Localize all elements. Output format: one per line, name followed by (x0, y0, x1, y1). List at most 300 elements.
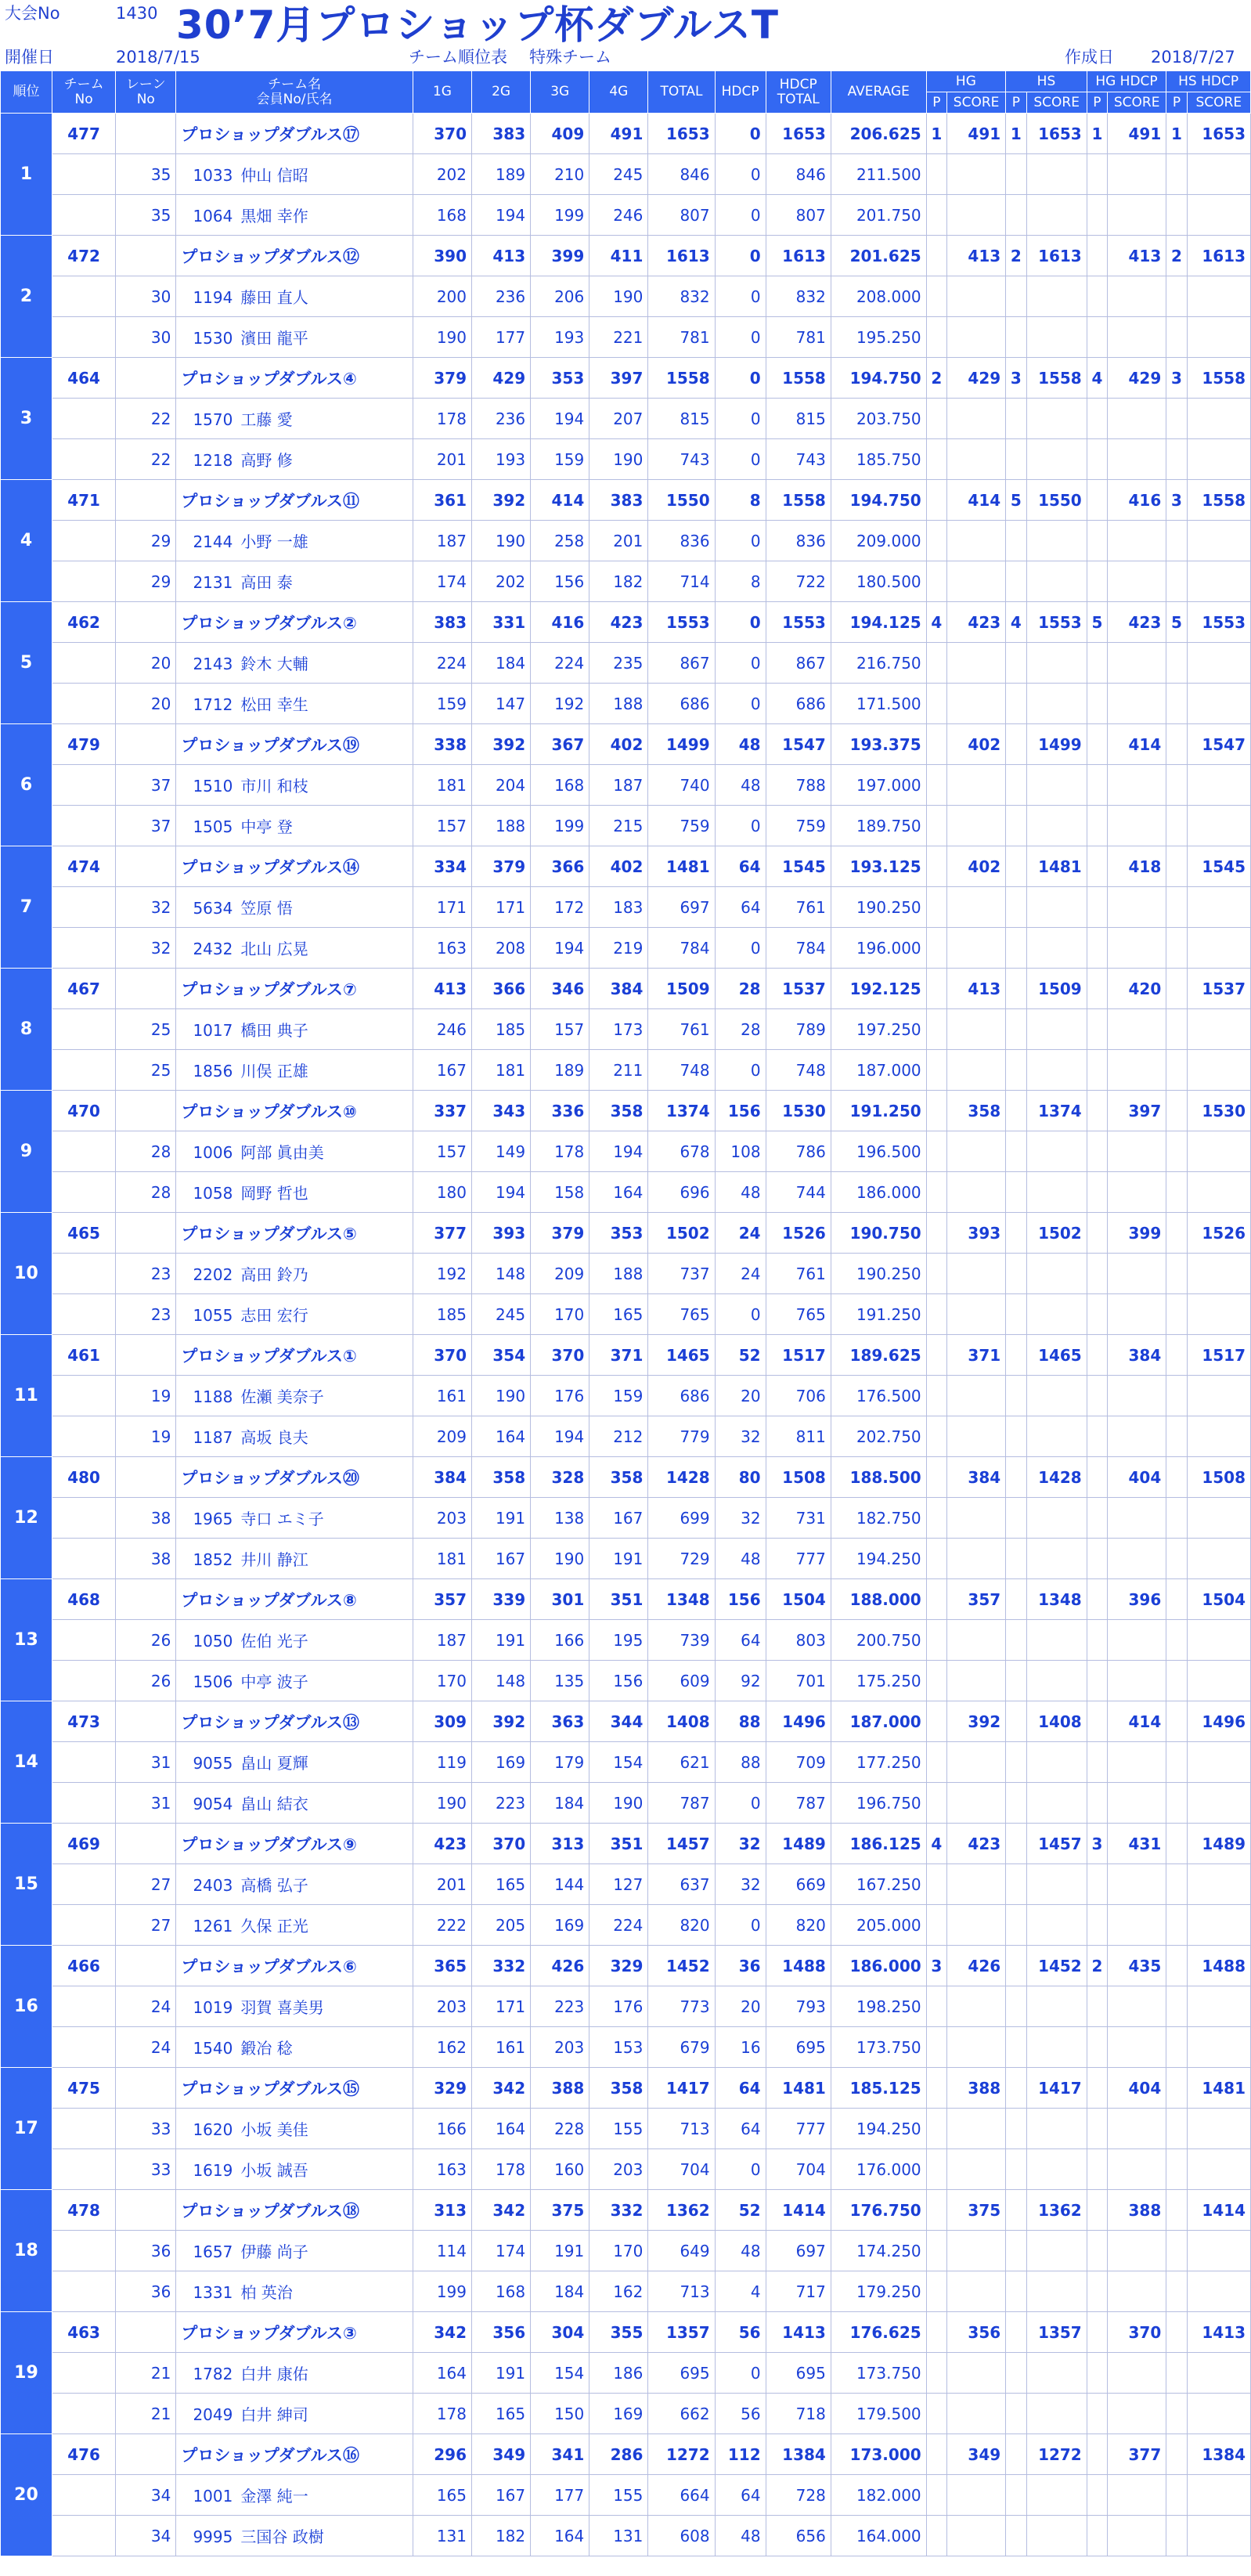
total-cell: 1272 (648, 2434, 715, 2475)
hs-p-cell: 1 (1006, 114, 1026, 154)
member-name: 小坂 美佳 (240, 2120, 308, 2139)
team-name-cell: プロショップダブルス⑯ (176, 2434, 413, 2475)
average-cell: 193.375 (831, 724, 926, 765)
empty-cell (1006, 1172, 1026, 1213)
rank-cell: 7 (1, 846, 52, 969)
total-cell: 815 (648, 399, 715, 439)
team-name-cell: プロショップダブルス① (176, 1335, 413, 1376)
total-cell: 1481 (648, 846, 715, 887)
empty-cell (1026, 2516, 1087, 2556)
g1-cell: 131 (413, 2516, 471, 2556)
col-team-name: チーム名 会員No/氏名 (176, 71, 413, 114)
hg-score-cell: 371 (947, 1335, 1006, 1376)
team-no-cell (52, 1009, 115, 1050)
g3-cell: 194 (531, 399, 589, 439)
team-no-cell: 462 (52, 602, 115, 643)
member-name: 中亭 登 (240, 817, 293, 836)
g4-cell: 195 (589, 1620, 648, 1661)
g4-cell: 153 (589, 2027, 648, 2068)
lane-cell (116, 1091, 176, 1131)
empty-cell (926, 1661, 946, 1701)
hsh-score-cell: 1508 (1187, 1457, 1250, 1498)
team-no-cell (52, 1172, 115, 1213)
g4-cell: 188 (589, 684, 648, 724)
g2-cell: 236 (472, 276, 531, 317)
g1-cell: 413 (413, 969, 471, 1009)
hsh-score-cell: 1517 (1187, 1335, 1250, 1376)
total-cell: 699 (648, 1498, 715, 1539)
member-no: 1019 (193, 1998, 233, 2017)
team-name-cell: プロショップダブルス④ (176, 358, 413, 399)
empty-cell (926, 684, 946, 724)
empty-cell (1187, 1416, 1250, 1457)
average-cell: 194.250 (831, 2109, 926, 2149)
hdcp-cell: 32 (715, 1416, 766, 1457)
member-row (1, 1986, 1251, 2027)
g3-cell: 375 (531, 2190, 589, 2231)
team-name-cell: プロショップダブルス⑮ (176, 2068, 413, 2109)
empty-cell (947, 1661, 1006, 1701)
hdcp-cell: 0 (715, 1783, 766, 1824)
member-cell (176, 561, 413, 602)
total-cell: 697 (648, 887, 715, 928)
empty-cell (1087, 1783, 1107, 1824)
g3-cell: 193 (531, 317, 589, 358)
col-hdcp: HDCP (715, 71, 766, 114)
hdcp-total-cell: 731 (766, 1498, 831, 1539)
member-name: 井川 静江 (240, 1550, 308, 1569)
empty-cell (1108, 1742, 1166, 1783)
date-label: 開催日 (5, 48, 54, 67)
empty-cell (1166, 1864, 1187, 1905)
g3-cell: 379 (531, 1213, 589, 1254)
team-name-cell: プロショップダブルス⑭ (176, 846, 413, 887)
member-row (1, 887, 1251, 928)
g3-cell: 191 (531, 2231, 589, 2271)
hs-p-cell (1006, 1824, 1026, 1864)
empty-cell (1187, 1172, 1250, 1213)
hs-score-cell: 1553 (1026, 602, 1087, 643)
empty-cell (1006, 1050, 1026, 1091)
g3-cell: 203 (531, 2027, 589, 2068)
g2-cell: 205 (472, 1905, 531, 1946)
g3-cell: 370 (531, 1335, 589, 1376)
member-cell (176, 1498, 413, 1539)
hs-p-cell (1006, 1335, 1026, 1376)
rank-cell: 20 (1, 2434, 52, 2556)
average-cell: 190.250 (831, 1254, 926, 1294)
member-row (1, 1050, 1251, 1091)
hs-score-cell: 1481 (1026, 846, 1087, 887)
team-row (1, 1213, 1251, 1254)
member-name: 佐伯 光子 (240, 1632, 308, 1651)
g3-cell: 363 (531, 1701, 589, 1742)
average-cell: 194.250 (831, 1539, 926, 1579)
team-no-cell (52, 643, 115, 684)
empty-cell (1187, 2475, 1250, 2516)
hsh-p-cell (1166, 1579, 1187, 1620)
g1-cell: 370 (413, 1335, 471, 1376)
empty-cell (1187, 1905, 1250, 1946)
team-name-cell: プロショップダブルス⑧ (176, 1579, 413, 1620)
hdcp-total-cell: 744 (766, 1172, 831, 1213)
g1-cell: 192 (413, 1254, 471, 1294)
empty-cell (1006, 928, 1026, 969)
g1-cell: 174 (413, 561, 471, 602)
member-row (1, 765, 1251, 806)
hdcp-total-cell: 718 (766, 2394, 831, 2434)
hs-score-cell: 1357 (1026, 2312, 1087, 2353)
g1-cell: 222 (413, 1905, 471, 1946)
member-row (1, 1498, 1251, 1539)
g4-cell: 358 (589, 1091, 648, 1131)
empty-cell (1026, 1294, 1087, 1335)
hg-score-cell: 384 (947, 1457, 1006, 1498)
empty-cell (926, 1864, 946, 1905)
lane-cell: 32 (116, 928, 176, 969)
g2-cell: 392 (472, 480, 531, 521)
g1-cell: 163 (413, 2149, 471, 2190)
member-name: 仲山 信昭 (240, 166, 308, 185)
member-cell (176, 1661, 413, 1701)
empty-cell (947, 1620, 1006, 1661)
empty-cell (1006, 1294, 1026, 1335)
empty-cell (1108, 1620, 1166, 1661)
g2-cell: 202 (472, 561, 531, 602)
empty-cell (1187, 2231, 1250, 2271)
team-row (1, 2434, 1251, 2475)
lane-cell (116, 1335, 176, 1376)
hsh-p-cell: 2 (1166, 236, 1187, 276)
empty-cell (1087, 1986, 1107, 2027)
hsh-p-cell (1166, 1824, 1187, 1864)
hs-p-cell (1006, 1457, 1026, 1498)
empty-cell (1087, 2516, 1107, 2556)
g3-cell: 223 (531, 1986, 589, 2027)
empty-cell (1006, 643, 1026, 684)
empty-cell (1006, 195, 1026, 236)
g2-cell: 194 (472, 195, 531, 236)
empty-cell (947, 887, 1006, 928)
g2-cell: 184 (472, 643, 531, 684)
col-hsh-p: P (1166, 92, 1187, 114)
member-no: 9054 (193, 1795, 233, 1813)
hgh-p-cell: 5 (1087, 602, 1107, 643)
empty-cell (1006, 1783, 1026, 1824)
member-name: 高田 泰 (240, 573, 293, 592)
g3-cell: 206 (531, 276, 589, 317)
hg-p-cell (926, 1457, 946, 1498)
team-no-cell: 469 (52, 1824, 115, 1864)
member-name: 工藤 愛 (240, 410, 293, 429)
hdcp-cell: 0 (715, 643, 766, 684)
empty-cell (1108, 195, 1166, 236)
g2-cell: 165 (472, 2394, 531, 2434)
empty-cell (1166, 1783, 1187, 1824)
g3-cell: 414 (531, 480, 589, 521)
member-cell (176, 765, 413, 806)
empty-cell (1006, 1498, 1026, 1539)
hsh-p-cell (1166, 1213, 1187, 1254)
hdcp-cell: 56 (715, 2312, 766, 2353)
total-cell: 1408 (648, 1701, 715, 1742)
hdcp-total-cell: 761 (766, 887, 831, 928)
hsh-p-cell (1166, 2312, 1187, 2353)
empty-cell (1166, 1661, 1187, 1701)
average-cell: 173.750 (831, 2353, 926, 2394)
hg-score-cell: 423 (947, 1824, 1006, 1864)
member-no: 1001 (193, 2487, 233, 2506)
g2-cell: 354 (472, 1335, 531, 1376)
average-cell: 182.750 (831, 1498, 926, 1539)
empty-cell (926, 399, 946, 439)
g3-cell: 177 (531, 2475, 589, 2516)
empty-cell (1108, 1905, 1166, 1946)
empty-cell (1108, 1376, 1166, 1416)
member-cell (176, 2516, 413, 2556)
member-cell (176, 1172, 413, 1213)
hsh-p-cell: 3 (1166, 358, 1187, 399)
empty-cell (926, 1416, 946, 1457)
hsh-p-cell (1166, 846, 1187, 887)
empty-cell (1108, 1294, 1166, 1335)
empty-cell (1026, 643, 1087, 684)
team-no-cell (52, 2394, 115, 2434)
g4-cell: 201 (589, 521, 648, 561)
empty-cell (1187, 2027, 1250, 2068)
total-cell: 1502 (648, 1213, 715, 1254)
hgh-p-cell (1087, 2434, 1107, 2475)
g4-cell: 173 (589, 1009, 648, 1050)
hgh-p-cell (1087, 1213, 1107, 1254)
lane-cell: 38 (116, 1539, 176, 1579)
lane-cell: 33 (116, 2149, 176, 2190)
g3-cell: 190 (531, 1539, 589, 1579)
total-cell: 713 (648, 2109, 715, 2149)
g1-cell: 163 (413, 928, 471, 969)
g2-cell: 148 (472, 1661, 531, 1701)
team-name-cell: プロショップダブルス⑥ (176, 1946, 413, 1986)
hdcp-total-cell: 820 (766, 1905, 831, 1946)
lane-cell (116, 602, 176, 643)
average-cell: 176.625 (831, 2312, 926, 2353)
hdcp-cell: 8 (715, 561, 766, 602)
empty-cell (1006, 1986, 1026, 2027)
empty-cell (947, 154, 1006, 195)
hsh-p-cell: 3 (1166, 480, 1187, 521)
member-cell (176, 1254, 413, 1294)
empty-cell (1087, 2027, 1107, 2068)
empty-cell (1006, 765, 1026, 806)
total-cell: 832 (648, 276, 715, 317)
hgh-p-cell (1087, 1701, 1107, 1742)
empty-cell (1187, 276, 1250, 317)
team-no-cell (52, 2109, 115, 2149)
member-cell (176, 1376, 413, 1416)
empty-cell (1026, 1376, 1087, 1416)
empty-cell (1087, 1416, 1107, 1457)
g3-cell: 409 (531, 114, 589, 154)
lane-cell (116, 1457, 176, 1498)
empty-cell (947, 399, 1006, 439)
team-row (1, 480, 1251, 521)
empty-cell (1026, 1050, 1087, 1091)
g1-cell: 178 (413, 2394, 471, 2434)
member-name: 三国谷 政樹 (240, 2527, 324, 2546)
member-name: 伊藤 尚子 (240, 2242, 308, 2261)
hg-p-cell (926, 480, 946, 521)
hs-score-cell: 1272 (1026, 2434, 1087, 2475)
hdcp-cell: 36 (715, 1946, 766, 1986)
empty-cell (1187, 1009, 1250, 1050)
hdcp-total-cell: 1489 (766, 1824, 831, 1864)
g1-cell: 309 (413, 1701, 471, 1742)
team-row (1, 1701, 1251, 1742)
g3-cell: 336 (531, 1091, 589, 1131)
hg-p-cell: 3 (926, 1946, 946, 1986)
lane-cell: 29 (116, 521, 176, 561)
member-name: 松田 幸生 (240, 695, 308, 714)
empty-cell (926, 1986, 946, 2027)
rank-cell: 2 (1, 236, 52, 358)
empty-cell (1166, 195, 1187, 236)
empty-cell (926, 1050, 946, 1091)
hg-score-cell: 402 (947, 846, 1006, 887)
lane-cell: 22 (116, 439, 176, 480)
lane-cell (116, 1824, 176, 1864)
member-cell (176, 2109, 413, 2149)
team-row (1, 1824, 1251, 1864)
empty-cell (1166, 1905, 1187, 1946)
team-no-cell (52, 1742, 115, 1783)
g2-cell: 342 (472, 2190, 531, 2231)
hg-score-cell: 392 (947, 1701, 1006, 1742)
total-cell: 713 (648, 2271, 715, 2312)
hdcp-total-cell: 704 (766, 2149, 831, 2190)
hdcp-total-cell: 695 (766, 2027, 831, 2068)
team-no-cell (52, 1498, 115, 1539)
empty-cell (947, 2271, 1006, 2312)
hg-p-cell (926, 2190, 946, 2231)
average-cell: 201.625 (831, 236, 926, 276)
team-no-cell (52, 195, 115, 236)
g3-cell: 258 (531, 521, 589, 561)
g1-cell: 313 (413, 2190, 471, 2231)
member-no: 1510 (193, 777, 233, 796)
hs-p-cell (1006, 1946, 1026, 1986)
g4-cell: 170 (589, 2231, 648, 2271)
lane-cell: 35 (116, 154, 176, 195)
member-no: 1712 (193, 695, 233, 714)
rank-cell: 4 (1, 480, 52, 602)
team-row (1, 358, 1251, 399)
average-cell: 192.125 (831, 969, 926, 1009)
g2-cell: 167 (472, 1539, 531, 1579)
empty-cell (1187, 1620, 1250, 1661)
total-cell: 1428 (648, 1457, 715, 1498)
lane-cell: 27 (116, 1864, 176, 1905)
member-no: 1506 (193, 1672, 233, 1691)
member-name: 寺口 エミ子 (240, 1510, 324, 1528)
lane-cell: 19 (116, 1416, 176, 1457)
hdcp-cell: 0 (715, 439, 766, 480)
empty-cell (1006, 1009, 1026, 1050)
empty-cell (947, 2475, 1006, 2516)
empty-cell (1026, 1742, 1087, 1783)
empty-cell (926, 887, 946, 928)
g1-cell: 338 (413, 724, 471, 765)
member-row (1, 2394, 1251, 2434)
empty-cell (947, 806, 1006, 846)
empty-cell (1006, 1376, 1026, 1416)
g3-cell: 184 (531, 2271, 589, 2312)
g2-cell: 161 (472, 2027, 531, 2068)
empty-cell (1108, 2394, 1166, 2434)
g1-cell: 203 (413, 1986, 471, 2027)
hdcp-cell: 0 (715, 276, 766, 317)
g1-cell: 224 (413, 643, 471, 684)
empty-cell (1026, 1986, 1087, 2027)
hgh-score-cell: 418 (1108, 846, 1166, 887)
empty-cell (1166, 521, 1187, 561)
g3-cell: 210 (531, 154, 589, 195)
col-hg-score: SCORE (947, 92, 1006, 114)
empty-cell (926, 1742, 946, 1783)
hdcp-total-cell: 1384 (766, 2434, 831, 2475)
member-no: 5634 (193, 899, 233, 918)
hgh-score-cell: 435 (1108, 1946, 1166, 1986)
team-no-cell (52, 276, 115, 317)
lane-cell (116, 1579, 176, 1620)
hg-p-cell (926, 2312, 946, 2353)
empty-cell (1026, 399, 1087, 439)
member-cell (176, 684, 413, 724)
hdcp-total-cell: 1526 (766, 1213, 831, 1254)
rank-cell: 17 (1, 2068, 52, 2190)
rank-cell: 18 (1, 2190, 52, 2312)
g2-cell: 168 (472, 2271, 531, 2312)
empty-cell (1108, 561, 1166, 602)
empty-cell (1166, 1986, 1187, 2027)
g3-cell: 179 (531, 1742, 589, 1783)
total-cell: 1613 (648, 236, 715, 276)
hdcp-total-cell: 695 (766, 2353, 831, 2394)
g3-cell: 170 (531, 1294, 589, 1335)
empty-cell (1108, 2353, 1166, 2394)
hdcp-total-cell: 846 (766, 154, 831, 195)
member-no: 1050 (193, 1632, 233, 1651)
hs-p-cell (1006, 1579, 1026, 1620)
hsh-score-cell: 1547 (1187, 724, 1250, 765)
g2-cell: 392 (472, 1701, 531, 1742)
empty-cell (1108, 1131, 1166, 1172)
g3-cell: 150 (531, 2394, 589, 2434)
empty-cell (1087, 2394, 1107, 2434)
g4-cell: 159 (589, 1376, 648, 1416)
empty-cell (947, 276, 1006, 317)
hs-score-cell: 1457 (1026, 1824, 1087, 1864)
g4-cell: 182 (589, 561, 648, 602)
g4-cell: 165 (589, 1294, 648, 1335)
hsh-p-cell (1166, 2068, 1187, 2109)
team-row (1, 602, 1251, 643)
hsh-p-cell (1166, 2434, 1187, 2475)
hdcp-total-cell: 784 (766, 928, 831, 969)
empty-cell (1187, 195, 1250, 236)
g3-cell: 199 (531, 806, 589, 846)
total-cell: 729 (648, 1539, 715, 1579)
total-cell: 779 (648, 1416, 715, 1457)
